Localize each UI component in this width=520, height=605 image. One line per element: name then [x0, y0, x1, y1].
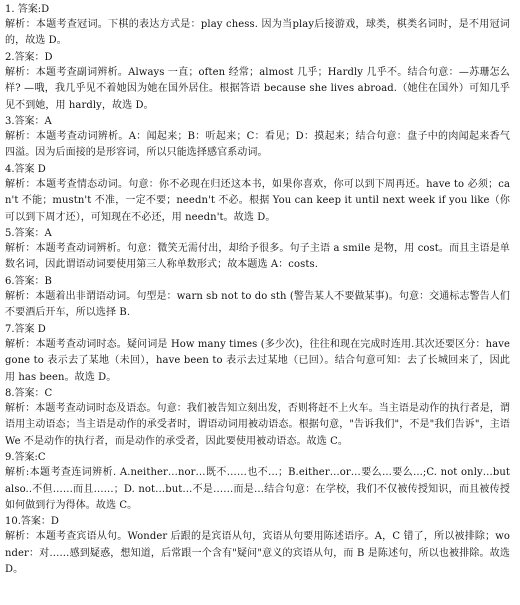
- explanation-paragraph: 解析：本题考查情态动词。句意：你不必现在归还这本书，如果你喜欢，你可以到下周再还。have to 必须；can't 不能；mustn't 不准，一定不要；needn't 不必。根据 You can keep it until next week if you like（你可以到下周才还），可知现在不必还，用 needn't。故选 D。: [5, 178, 510, 223]
- question-2: [5, 50, 510, 114]
- explanation-paragraph: 解析：本题考查宾语从句。Wonder 后跟的是宾语从句，宾语从句要用陈述语序。A，C 错了，所以被排除；wonder：对……感到疑惑，想知道，后常跟一个含有"疑问"意义的宾语从句，而 B 是陈述句，所以也被排除。故选 D。: [5, 531, 510, 576]
- question-8: [5, 386, 510, 450]
- answer-line: 9.答案:C: [5, 452, 46, 464]
- question-7: [5, 322, 510, 386]
- answer-line: 5.答案：A: [5, 228, 52, 240]
- question-9: [5, 450, 510, 514]
- question-1: [5, 2, 510, 50]
- answer-line: 3.答案：A: [5, 116, 52, 128]
- explanation-paragraph: 解析：本题考查动词时态及语态。句意：我们被告知立刻出发，否则将赶不上火车。当主语是动作的执行者是，谓语用主动语态；当主语是动作的承受者时，谓语动词用被动语态。根据句意，"告诉我们"，不是"我们告诉"，主语 We 不是动作的执行者，而是动作的承受者，因此要使用被动语态。故选 C。: [5, 402, 510, 447]
- question-3: [5, 114, 510, 162]
- explanation-paragraph: 解析：本题考查动词辨析。A：闻起来；B：听起来；C：看见；D：摸起来；结合句意：盘子中的肉闻起来香气四溢。因为后面接的是形容词，所以只能选择感官系动词。: [5, 131, 510, 159]
- answer-line: 10.答案：D: [5, 516, 59, 528]
- question-4: [5, 162, 510, 226]
- question-5: [5, 226, 510, 274]
- answer-line: 8.答案：C: [5, 387, 53, 399]
- explanation-paragraph: 解析：本题考查冠词。下棋的表达方式是：play chess. 因为当play后接游戏，球类，棋类名词时，是不用冠词的，故选 D。: [5, 19, 510, 47]
- explanation-paragraph: 解析：本题考查动词时态。疑问词是 How many times (多少次)，往往和现在完成时连用.其次还要区分：have gone to 表示去了某地（未回），have been to 表示去过某地（已回）。结合句意可知：去了长城回来了，因此用 has been。故选 D。: [5, 338, 510, 383]
- question-10: [5, 514, 510, 578]
- answer-line: 7.答案 D: [5, 323, 46, 335]
- explanation-paragraph: 解析：本题考查动词辨析。句意：微笑无需付出，却给予很多。句子主语 a smile 是物，用 cost。而且主语是单数名词，因此谓语动词要使用第三人称单数形式；故本题选 A：costs.: [5, 243, 510, 271]
- answer-line: 1. 答案:D: [5, 4, 50, 15]
- answer-line: 6.答案：B: [5, 275, 52, 287]
- answer-line: 4.答案 D: [5, 163, 46, 175]
- explanation-paragraph: 解析：本题着出非谓语动词。句型是：warn sb not to do sth (警告某人不要做某事)。句意：交通标志警告人们不要酒后开车，所以选择 B.: [5, 290, 510, 319]
- question-6: [5, 274, 510, 322]
- explanation-paragraph: 解析：本题考查副词辨析。Always 一直；often 经常；almost 几乎；Hardly 几乎不。结合句意：—苏珊怎么样? —哦，我几乎见不着她因为她在国外居住。根据答语 because she lives abroad.（她住在国外）可知几乎见不到她，用 hardly，故选 D。: [5, 66, 510, 111]
- answer-line: 2.答案：D: [5, 51, 53, 63]
- explanation-paragraph: 解析:本题考查连词辨析. A.neither…nor…既不……也不...；B.either…or…要么...要么...;C. not only…but also..不但……而且……；D. not…but…不是……而是…结合句意：在学校，我们不仅被传授知识，而且被传授如何做到行为得体。故选 C。: [5, 467, 510, 511]
